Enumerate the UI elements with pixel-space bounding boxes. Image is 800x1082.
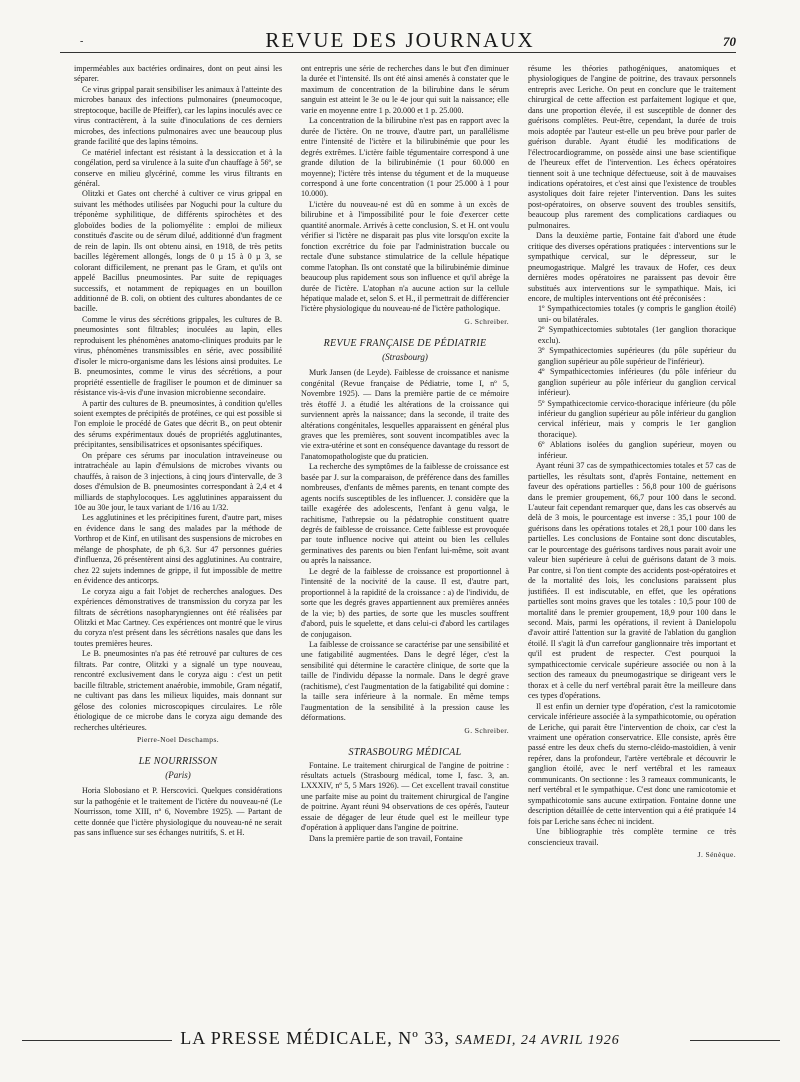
section-title: LE NOURRISSON <box>138 756 218 768</box>
paragraph: résume les théories pathogéniques, anatomiques et physiologiques de l'angine de poitrine, des travaux personnels entrepris avec Leriche. On peut en conclure que le traitement chirurgical de cette affection est parfaitement logique et que, dans une proportion élevée, il est susceptible de donner des guérisons complètes. Peut-être, cependant, la durée de trois mois adoptée par l'auteur est-elle un peu brève pour parler de guérison durable. Ayant étudié les modifications de l'électrocardiogramme, on possède ainsi une base scientifique de l'heureux effet de l'intervention. Les échecs opératoires tiennent soit à une technique défectueuse, soit à de mauvaises indications opératoires, et c'est ainsi que l'existence de troubles asystoliques doit faire rejeter l'intervention. Dans les suites post-opératoires, on observe souvent des troubles sensitifs, beaucoup plus rarement des complications cardiaques ou pulmonaires. <box>528 64 736 230</box>
paragraph: A partir des cultures de B. pneumosintes, à condition qu'elles soient exemptes de précipités de protéines, ce qui est possible si l'on emploie le procédé de Gates que décrit B., on peut obtenir des sérums expérimentaux doués de propriétés agglutinantes, précipitantes, sensibilisatrices et opsonisantes spécifiques. <box>74 398 282 450</box>
author-signature: Pierre-Noel Deschamps. <box>136 735 220 744</box>
page-footer <box>0 1028 800 1049</box>
paragraph: La recherche des symptômes de la faiblesse de croissance est basée par J. sur la comparaison, de préférence dans des familles nombreuses, d'enfants de mêmes parents, en tenant compte des agents nocifs susceptibles de les influencer. J. considère que la taille exagérée des adolescents, l'enfant à genu valga, le rachitisme, l'athrepsie ou la pédatrophie constituent quatre degrés de faiblesse de croissance. Cette faiblesse est provoquée par toute influence nocive qui atteint ou bien les cellules germinatives des parents ou bien l'enfant lui-même, soit avant ou après la naissance. <box>301 462 509 566</box>
list-item: 1º Sympathicectomies totales (y compris le ganglion étoilé) uni- ou bilatérales. <box>538 304 736 324</box>
paragraph: L'ictère du nouveau-né est dû en somme à un excès de bilirubine et à l'impossibilité pour le foie d'exercer cette quantité anormale. Arrivés à cette conclusion, S. et H. ont voulu vérifier si l'ictère ne disparait pas plus vite lorsqu'on excite la fonction excrétrice du foie par l'administration buccale ou rectale d'une substance stimulatrice de la cellule hépatique comme l'atophan. Ils ont constaté que la bilirubinémie diminue beaucoup plus rapidement sous son influence et qu'il abrège la durée de l'ictère. L'atophan n'a aucune action sur la cellule hépatique malade et, selon S. et H., il permettrait de différencier l'ictère physiologique du nouveau-né de l'ictère pathologique. <box>301 199 509 314</box>
paragraph: Olitzki et Gates ont cherché à cultiver ce virus grippal en suivant les méthodes utilisées par Noguchi pour la culture du tréponème syphilitique, de différents spirochètes et des globoïdes bodies de la poliomyélite : emploi de milieux constitués d'ascite ou de sérum dilué, additionné d'un fragment de rein de lapin. Ils ont obtenu ainsi, en 1918, de très petits bacilles légèrement allongés, longs de 0 µ 15 à 0 µ 3, se colorant difficilement, ne prenant pas le Gram, et qu'ils ont appelé Bacillus pneumosintes. Par suite de repiquages successifs, et notamment de repiquages en un bouillon additionné de B. coli, on obtient des cultures abondantes de ce bacille. <box>74 189 282 314</box>
paragraph: Fontaine. Le traitement chirurgical de l'angine de poitrine : résultats actuels (Strasbourg médical, tome I, fasc. 3, an. LXXXIV, nº 5, 5 Mars 1926). — Cet excellent travail constitue une parfaite mise au point du traitement chirurgical de l'angine de poitrine. Ayant réuni 94 observations de ces opérés, l'auteur essaie de dégager de leur étude quel est le meilleur type d'opération à appliquer dans l'angine de poitrine. <box>301 760 509 833</box>
list-item: 6º Ablations isolées du ganglion supérieur, moyen ou inférieur. <box>538 440 736 460</box>
paragraph: Murk Jansen (de Leyde). Faiblesse de croissance et nanisme congénital (Revue française de Pédiatrie, tome I, nº 5, Novembre 1925). — Dans la première partie de ce mémoire très étoffé J. a étudié les altérations de la croissance qui surviennent après la naissance; dans la seconde, il traite des altérations congénitales, lesquelles apparaissent en général plus graves que les premières, sont souvent incompatibles avec la vie extra-utérine et sont en conséquence davantage du ressort de l'anatomopathologiste que du praticien. <box>301 368 509 461</box>
column-3 <box>528 64 736 1012</box>
list-item: 2º Sympathicectomies subtotales (1er ganglion thoracique exclu). <box>538 325 736 345</box>
article-columns <box>74 64 736 1012</box>
footer-journal: LA PRESSE MÉDICALE, Nº 33, <box>180 1028 450 1048</box>
paragraph: Il est enfin un dernier type d'opération, c'est la ramicotomie cervicale inférieure associée à la sympathicotomie, ou opération de Leriche, qui parait être l'intervention de choix, car c'est la vraiment une opération conservatrice. Elle consiste, après être passé entre les deux chefs du sterno-cléido-mastoïdien, à venir repérer, dans la profondeur, l'artère vertébrale et découvrir le ganglion étoilé, avec le nerf vertébral et les rameaux communicants. On sectionne : les 3 rameaux communicants, le nerf vertébral et le sympathique. C'est donc une ramicotomie et sympathicotomie sans aucune extirpation. Fontaine donne une description détaillée de cette intervention qui a été pratiquée 14 fois par Leriche sans échec ni incident. <box>528 701 736 826</box>
column-2 <box>301 64 509 1012</box>
list-item: 4º Sympathicectomies inférieures (du pôle inférieur du ganglion supérieur au pôle inférieur du ganglion cervical inférieur). <box>538 367 736 398</box>
footer-date: SAMEDI, 24 AVRIL 1926 <box>455 1033 620 1048</box>
section-subtitle: (Strasbourg) <box>382 351 428 362</box>
author-signature: G. Schreiber. <box>464 316 509 326</box>
header-rule <box>60 52 736 53</box>
section-title: STRASBOURG MÉDICAL <box>348 747 462 759</box>
paragraph: Une bibliographie très complète termine ce très consciencieux travail. <box>528 827 736 847</box>
paragraph: Horia Slobosiano et P. Herscovici. Quelques considérations sur la pathogénie et le traitement de l'ictère du nouveau-né (Le Nourrisson, tome XIII, nº 6, Novembre 1925). — Partant de cette donnée que l'ictère physiologique du nouveau-né ne serait pas sans influence sur ses échanges nutritifs, S. et H. <box>74 786 282 838</box>
paragraph: ont entrepris une série de recherches dans le but d'en diminuer la durée et l'intensité. Ils ont été ainsi amenés à constater que le maximum de concentration de la bilirubine dans le sérum sanguin est atteint le 3e ou le 4e jour qui suit la naissance; elle varie en moyenne entre 1 p. 20.000 et 1 p. 25.000. <box>301 64 509 115</box>
paragraph: Le B. pneumosintes n'a pas été retrouvé par cultures de ces filtrats. Par contre, Olitzki y a signalé un type nouveau, rencontré exclusivement dans le coryza aigu : c'est un petit bacille filtrable, strictement anaérobie, immobile, Gram négatif, ne cultivant pas dans les milieux liquides, mais donnant sur gélose des colonies microscopiques circulaires. Le rôle étiologique de ce microbe dans le coryza aigu demande des recherches ultérieures. <box>74 649 282 732</box>
section-title: REVUE FRANÇAISE DE PÉDIATRIE <box>323 338 487 350</box>
paragraph: imperméables aux bactéries ordinaires, dont on peut ainsi les séparer. <box>74 64 282 84</box>
page-number: 70 <box>723 34 736 49</box>
paragraph: Ce virus grippal parait sensibiliser les animaux à l'atteinte des microbes banaux des infections pulmonaires (pneumocoque, streptocoque, bacille de Pfeiffer), car les lapins inoculés avec ce virus contractèrent, à la suite d'inoculations de ces derniers microbes, des infections pulmonaires avec une beaucoup plus grande facilité que des lapins témoins. <box>74 84 282 147</box>
paragraph: Dans la deuxième partie, Fontaine fait d'abord une étude critique des diverses opérations pratiquées : interventions sur le sympathique cervical, sur le dépresseur, sur le pneumogastrique. Malgré les travaux de Hofer, ces deux dernières modes opératoires ne paraissent pas devoir être substitués aux interventions sur le sympathique. Mais, ici encore, de multiples interventions ont été préconisées : <box>528 231 736 303</box>
column-1 <box>74 64 282 1012</box>
paragraph: La faiblesse de croissance se caractérise par une sensibilité et une fatigabilité augmentées. Dans le degré léger, c'est la sensibilité qui détermine le caractère clinique, de sorte que la taille de l'individu dépasse la normale. Dans le degré grave (rachitisme), c'est l'augmentation de la fatigabilité qui domine : la taille sera inférieure à la normale. En même temps l'augmentation de la sensibilité à la pression cause les déformations. <box>301 640 509 723</box>
paragraph: Dans la première partie de son travail, Fontaine <box>309 833 463 843</box>
section-subtitle: (Paris) <box>165 769 191 780</box>
paragraph: Le coryza aigu a fait l'objet de recherches analogues. Des expériences démonstratives de transmission du coryza par les filtrats de sécrétions nasopharyngiennes ont été réalisées par Olitzki et Mac Cartney. Ces expériences ont montré que le virus du coryza n'est présent dans les sécrétions nasales que dans les toutes premières heures. <box>74 586 282 648</box>
paragraph: Les agglutinines et les précipitines furent, d'autre part, mises en évidence dans le sang des malades par la méthode de Vorthrop et de Kinf, en utilisant des suspensions de microbes en mélange de phosphate, de ph 6,3. Sur 47 personnes guéries d'influenza, 26 présentèrent ainsi des agglutinines. Au contraire, chez 22 sujets indemnes de grippe, il fut impossible de mettre en évidence des anticorps. <box>74 513 282 586</box>
page-title: REVUE DES JOURNAUX <box>265 28 535 52</box>
paragraph: Ayant réuni 37 cas de sympathicectomies totales et 57 cas de partielles, les résultats sont, d'après Fontaine, nettement en faveur des opérations partielles : 56,8 pour 100 de guérisons dans le premier groupement, 66,7 pour 100 dans le second. L'auteur fait cependant remarquer que, dans les cas observés au delà de 3 mois, le pourcentage est inverse : 35,1 pour 100 de guérisons dans les opérations totales et 28,1 pour 100 dans les partielles. Les conclusions de Fontaine sont donc discutables, car le pourcentage des guérisons tardives nous parait avoir une valeur bien supérieure à celui de guérisons datant de 3 mois. Par contre, si l'on tient compte des accidents post-opératoires et de la mortalité des lois, les conclusions paraissent plus justifiées. Il est indiscutable, en effet, que les opérations partielles sont moins graves que les totales : 10,5 pour 100 de mortalité dans le premier groupement, 18,9 pour 100 dans le second. Mais, parmi les opérations, il revient à Danielopolu d'avoir attiré l'attention sur la gravité de l'ablation du ganglion étoilé. Il s'agit là d'un carrefour ganglionnaire très important et qu'il est prudent de respecter. C'est pourquoi la sympathicectomie cervicale supérieure associée ou non à la section des rameaux du pneumogastrique se dirigeant vers le thorax et à celle du nerf vertébral parait être la meilleure dans ces types d'opérations. <box>528 461 736 701</box>
page-marker: - <box>80 36 84 47</box>
paragraph: Ce matériel infectant est résistant à la dessiccation et à la congélation, perd sa virulence à la suite d'un chauffage à 56º, se conserve en milieu glycériné, comme les virus filtrants en général. <box>74 147 282 188</box>
paragraph: Comme le virus des sécrétions grippales, les cultures de B. pneumosintes sont filtrables; inoculées au lapin, elles reproduisent les phénomènes anatomo-cliniques produits par le virus, phénomènes transmissibles en série, avec possibilité d'isoler le micro-organisme dans les lésions ainsi produites. Le B. pneumosintes, comme le virus des sécrétions, a pour propriété essentielle de fragiliser le poumon et de diminuer sa résistance vis-à-vis d'une invasion microbienne secondaire. <box>74 314 282 398</box>
list-item: 5º Sympathicectomie cervico-thoracique inférieure (du pôle inférieur du ganglion supérieur au pôle inférieur du ganglion cervical inférieur, mais y compris le 1er ganglion thoracique). <box>538 398 736 439</box>
author-signature: G. Schreiber. <box>464 725 509 735</box>
operation-list <box>528 304 736 461</box>
list-item: 3º Sympathicectomies supérieures (du pôle supérieur du ganglion supérieur au pôle supérieur de l'inférieur). <box>538 346 736 366</box>
paragraph: La concentration de la bilirubine n'est pas en rapport avec la durée de l'ictère. On ne trouve, d'autre part, un parallélisme entre l'intensité de l'ictère et la bilirubinémie que pour les degrés extrêmes. L'ictère faible tégumentaire correspond à une grande dilution de la bilirubinémie (1 pour 60.000 en moyenne); l'ictère très intense du tégument et de la muqueuse correspond à une forte concentration (1 pour 25.000 à 1 pour 10.000). <box>301 116 509 199</box>
author-signature: J. Sénèque. <box>697 849 736 859</box>
paragraph: On prépare ces sérums par inoculation intraveineuse ou intratrachéale au lapin d'émulsions de microbes vivants ou chauffés, à raison de 3 injections, à cinq jours d'intervalle, de 3 doses d'émulsion de B. pneumosintes correspondant à 2,4 et 4 milliards de staphylocoques. Les agglutinines apparaissent du 10e au 30e jour, le taux variant de 1/16 au 1/32. <box>74 450 282 513</box>
paragraph: Le degré de la faiblesse de croissance est proportionnel à l'intensité de la nocivité de la cause. Il est, d'autre part, proportionnel à la rapidité de la croissance : a) de l'individu, de sorte que les degrés graves appartiennent aux premières années de la vie; b) des parties, de sorte que les muscles souffrent d'abord, puis le squelette, et dans celui-ci d'abord les cartilages de conjugaison. <box>301 566 509 639</box>
